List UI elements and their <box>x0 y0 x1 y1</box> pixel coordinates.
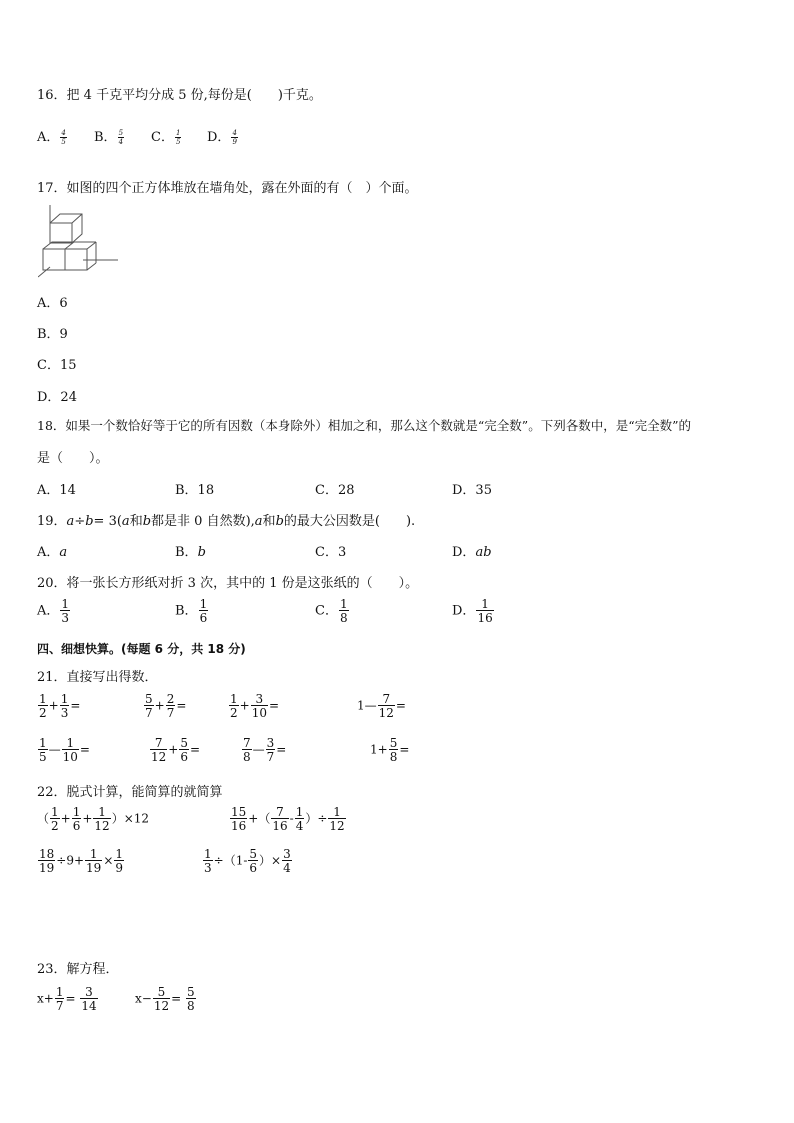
q22-expr-3: $\frac{18}{19}$ ÷9+ $\frac{1}{19}$ × $\frac{1}{9}$ <box>39 847 124 875</box>
q19-option-d: D．ab <box>452 545 492 560</box>
option-label: A． <box>37 130 60 145</box>
q20-option-d: D． $\frac{1}{16}$ <box>452 597 493 625</box>
q18-option-a: A．14 <box>37 483 76 498</box>
q23-stem: 23．解方程． <box>37 962 119 977</box>
floor-corner-line <box>38 267 50 277</box>
q23-equation-2: x− $\frac{5}{12}$ = $\frac{5}{8}$ <box>135 985 195 1013</box>
q17-option-d: D．24 <box>37 390 77 405</box>
q16-option-b <box>94 126 125 146</box>
q16-stem: 16．把 4 千克平均分成 5 份,每份是( )千克。 <box>37 88 322 103</box>
fraction: $\frac{4}{5}$ <box>61 128 66 146</box>
q19-stem: 19．a÷b= 3(a和b都是非 0 自然数),a和b的最大公因数是( ). <box>37 514 416 529</box>
q17-option-a: A．6 <box>37 296 68 311</box>
q17-option-c: C．15 <box>37 358 77 373</box>
q20-stem: 20．将一张长方形纸对折 3 次，其中的 1 份是这张纸的（ ）。 <box>37 576 419 591</box>
q18-stem-line2: 是（ ）。 <box>37 451 109 466</box>
q16-option-a <box>37 126 68 146</box>
option-label: D． <box>207 130 231 145</box>
q22-expr-2: $\frac{15}{16}$ +（ $\frac{7}{16}$ - $\frac{1}{4}$ ）÷ $\frac{1}{12}$ <box>231 805 345 833</box>
q21-expr-4: 1— $\frac{7}{12}$ = <box>357 692 406 720</box>
fraction: $\frac{1}{5}$ <box>175 128 181 146</box>
q21-expr-6: $\frac{7}{12}$ + $\frac{5}{6}$ = <box>151 736 201 764</box>
q17-option-b: B．9 <box>37 327 68 342</box>
q18-option-c: C．28 <box>315 483 355 498</box>
q22-expr-4: $\frac{1}{3}$ ÷（1- $\frac{5}{6}$ ）× $\frac{3}{4}$ <box>204 847 291 875</box>
fraction: $\frac{1}{3}$ <box>61 597 70 625</box>
q21-expr-3: $\frac{1}{2}$ + $\frac{3}{10}$ = <box>230 692 280 720</box>
q20-option-a: A． $\frac{1}{3}$ <box>37 597 70 625</box>
q21-stem: 21．直接写出得数． <box>37 670 158 685</box>
fraction: $\frac{5}{4}$ <box>118 128 124 146</box>
q20-option-b: B． $\frac{1}{6}$ <box>175 597 208 625</box>
fraction: $\frac{1}{6}$ <box>199 597 208 625</box>
q19-option-b: B．b <box>175 545 206 560</box>
q21-expr-2: $\frac{5}{7}$ + $\frac{2}{7}$ = <box>145 692 187 720</box>
q23-equation-1: x+ $\frac{1}{7}$ = $\frac{3}{14}$ <box>37 985 97 1013</box>
q21-expr-5: $\frac{1}{5}$ — $\frac{1}{10}$ = <box>39 736 90 764</box>
q22-expr-1: （ $\frac{1}{2}$ + $\frac{1}{6}$ + $\frac{1}{12}$ ）×12 <box>37 805 150 833</box>
q18-option-b: B．18 <box>175 483 215 498</box>
fraction: $\frac{1}{8}$ <box>339 597 348 625</box>
q18-stem-line1: 18．如果一个数恰好等于它的所有因数（本身除外）相加之和，那么这个数就是“完全数”。下列各数中，是“完全数”的 <box>37 418 691 433</box>
q20-option-c: C． $\frac{1}{8}$ <box>315 597 348 625</box>
q16-option-d <box>207 126 239 146</box>
option-label: B． <box>94 130 117 145</box>
q21-expr-1: $\frac{1}{2}$ + $\frac{1}{3}$ = <box>39 692 81 720</box>
section-4-heading: 四、细想快算。(每题 6 分，共 18 分) <box>37 642 246 656</box>
q19-option-a: A．a <box>37 545 68 560</box>
q21-expr-8: 1+ $\frac{5}{8}$ = <box>370 736 410 764</box>
fraction: $\frac{4}{9}$ <box>232 128 237 146</box>
q17-stem: 17．如图的四个正方体堆放在墙角处，露在外面的有（ ）个面。 <box>37 181 418 196</box>
q19-option-c: C．3 <box>315 545 347 560</box>
bottom-front-cube <box>43 249 65 270</box>
cube-stack-figure <box>38 205 120 280</box>
q16-option-c <box>151 126 182 146</box>
option-label: C． <box>151 130 174 145</box>
fraction: $\frac{1}{16}$ <box>477 597 493 625</box>
q21-expr-7: $\frac{7}{8}$ — $\frac{3}{7}$ = <box>243 736 287 764</box>
q22-stem: 22．脱式计算，能简算的就简算 <box>37 785 223 800</box>
q18-option-d: D．35 <box>452 483 492 498</box>
top-cube-front <box>50 223 72 243</box>
